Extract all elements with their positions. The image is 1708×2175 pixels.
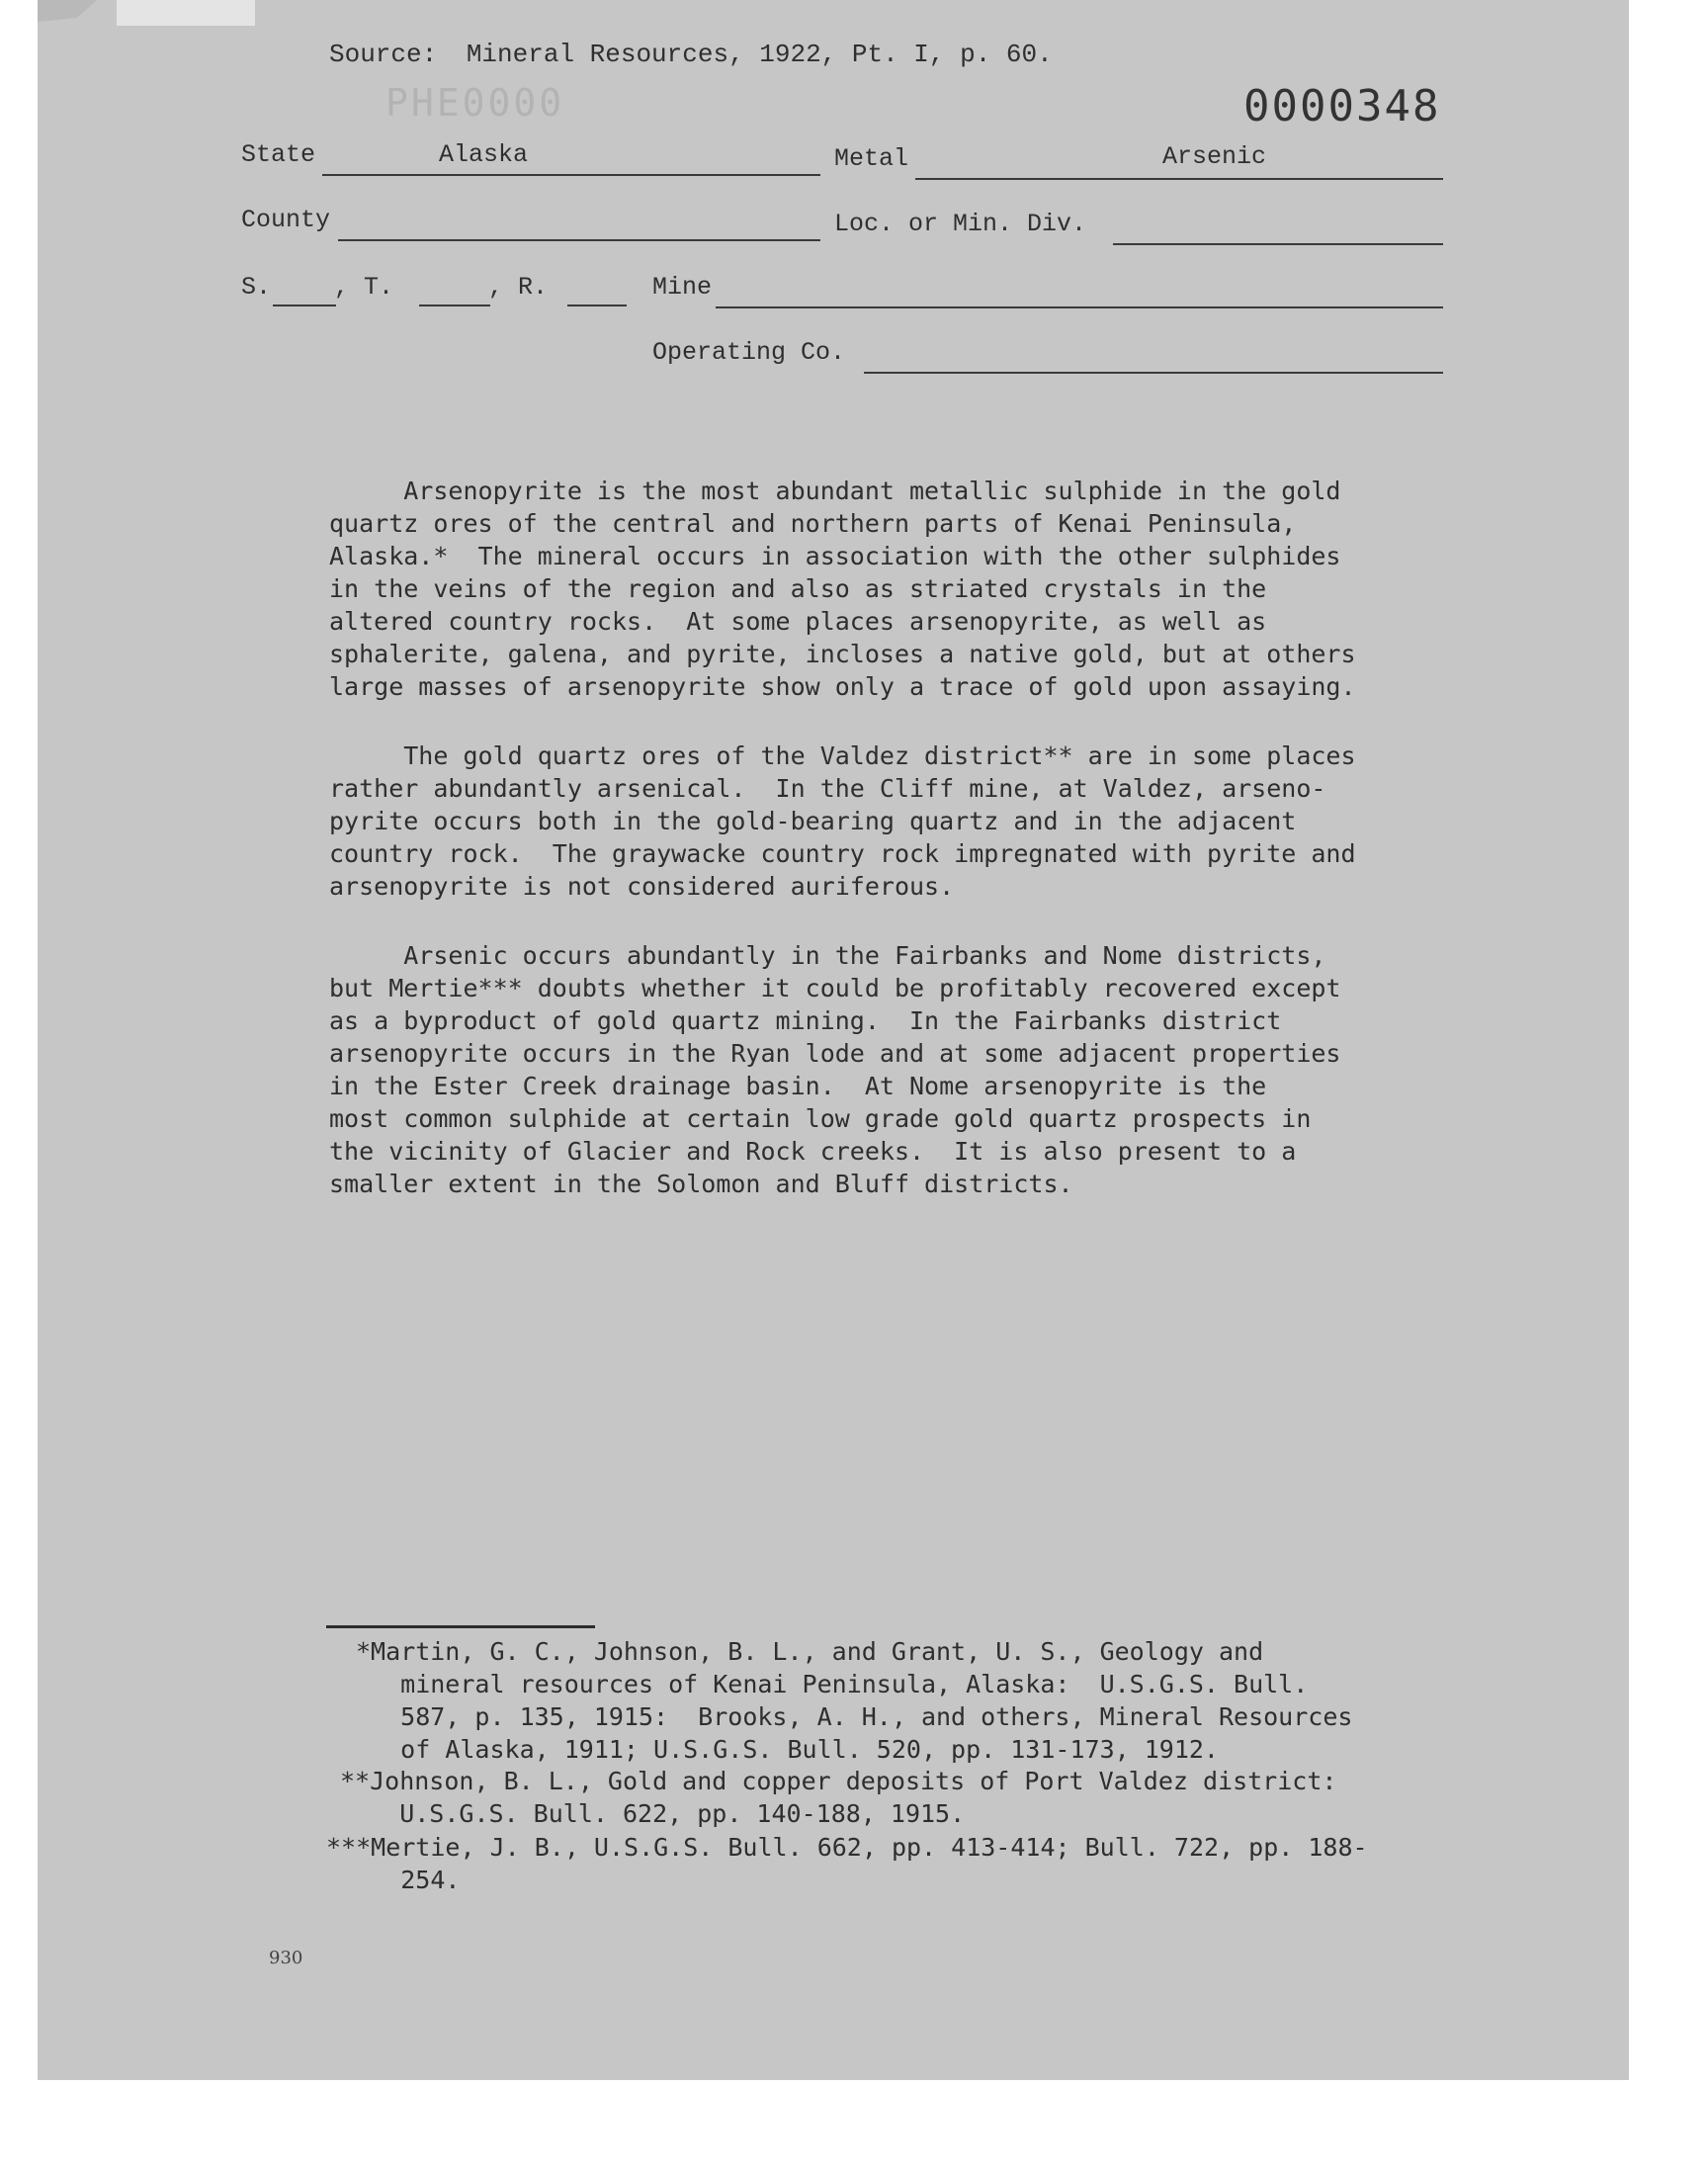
faded-stamp-number: PHE0000 (385, 81, 565, 125)
section-underline (273, 304, 336, 306)
state-label: State (241, 140, 316, 169)
metal-underline (915, 178, 1443, 180)
document-stamp-number: 0000348 (1243, 81, 1441, 131)
body-paragraph-3: Arsenic occurs abundantly in the Fairbanks and Nome districts, but Mertie*** doubts whether it could be profitably recovered except as a byproduct of gold quartz mining. In the Fairbanks district arsenopyrite occurs in the Ryan lode and at some adjacent properties in the Ester Creek drainage basin. At Nome arsenopyrite is the most common sulphide at certain low grade gold quartz prospects in the vicinity of Glacier and Rock creeks. It is also present to a smaller extent in the Solomon and Bluff districts. (329, 941, 1341, 1198)
operating-co-underline (864, 372, 1443, 374)
operating-co-label: Operating Co. (652, 338, 846, 367)
footnote-2: **Johnson, B. L., Gold and copper deposits of Port Valdez district: U.S.G.S. Bull. 622, pp. 140-188, 1915. (340, 1767, 1337, 1828)
metal-label: Metal (834, 144, 909, 173)
footnote-1: *Martin, G. C., Johnson, B. L., and Grant, U. S., Geology and mineral resources of Kenai Peninsula, Alaska: U.S.G.S. Bull. 587, p. 135, 1915: Brooks, A. H., and others, Mineral Resources of Alaska, 1911; U.S.G.S. Bull. 520, pp. 131-173, 1912. (356, 1637, 1353, 1764)
page-mark: 930 (269, 1948, 303, 1968)
source-text: Mineral Resources, 1922, Pt. I, p. 60. (466, 40, 1053, 69)
footnote-3: ***Mertie, J. B., U.S.G.S. Bull. 662, pp. 413-414; Bull. 722, pp. 188- 254. (326, 1833, 1368, 1894)
body-paragraph-2: The gold quartz ores of the Valdez district** are in some places rather abundantly arsenical. In the Cliff mine, at Valdez, arseno- pyrite occurs both in the gold-bearing quartz and in the adjacent country rock. The graywacke country rock impregnated with pyrite and arsenopyrite is not considered auriferous. (329, 741, 1356, 901)
source-label: Source: (329, 40, 438, 69)
township-underline (419, 304, 490, 306)
footnote-divider (326, 1625, 595, 1628)
document-page (38, 0, 1629, 2080)
township-label: , T. (334, 273, 394, 302)
state-underline (322, 174, 820, 176)
torn-corner-mark (38, 0, 255, 40)
mine-underline (716, 306, 1443, 308)
county-label: County (241, 206, 331, 234)
metal-value: Arsenic (1162, 142, 1267, 171)
county-underline (338, 239, 820, 241)
section-label: S. (241, 273, 272, 302)
range-underline (567, 304, 627, 306)
loc-label: Loc. or Min. Div. (834, 210, 1087, 238)
mine-label: Mine (652, 273, 713, 302)
loc-underline (1113, 243, 1443, 245)
range-label: , R. (488, 273, 549, 302)
source-line (329, 40, 1053, 69)
state-value: Alaska (439, 140, 529, 169)
body-paragraph-1: Arsenopyrite is the most abundant metallic sulphide in the gold quartz ores of the central and northern parts of Kenai Peninsula, Alaska.* The mineral occurs in association with the other sulphides in the veins of the region and also as striated crystals in the altered country rocks. At some places arsenopyrite, as well as sphalerite, galena, and pyrite, incloses a native gold, but at others large masses of arsenopyrite show only a trace of gold upon assaying. (329, 477, 1356, 701)
